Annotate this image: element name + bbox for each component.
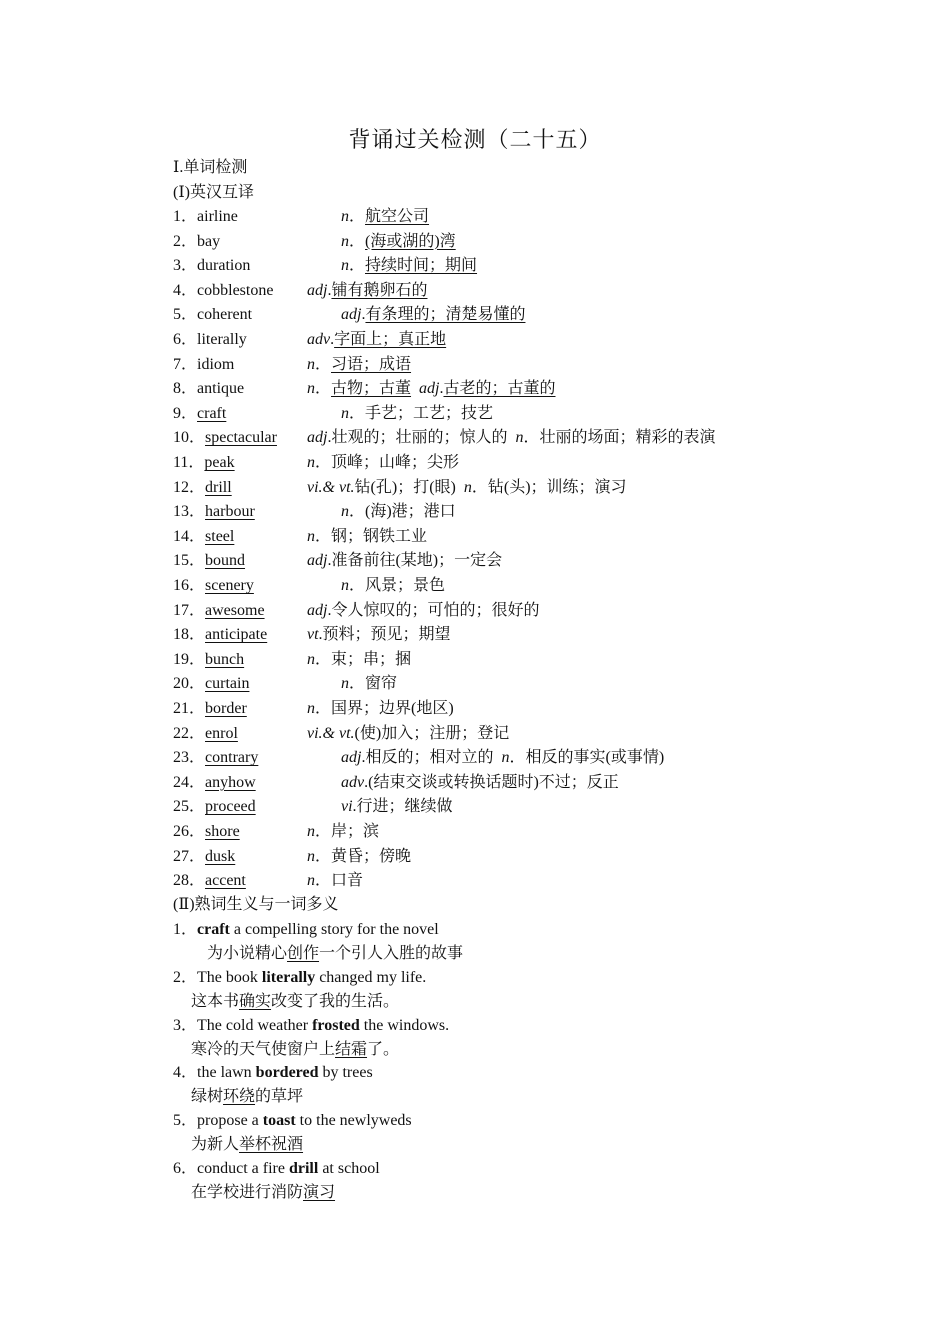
item-number: 22．: [173, 724, 206, 742]
english-word: contrary: [205, 749, 259, 767]
word-row: [173, 279, 428, 303]
key-word: frosted: [312, 1016, 360, 1034]
pos-separator: .: [361, 306, 366, 324]
pos-separator: ．: [315, 700, 332, 717]
definition: [307, 377, 556, 401]
chinese-meaning-2: 古老的；古董的: [443, 380, 556, 398]
definition: [307, 869, 363, 893]
translation-before: 绿树: [191, 1088, 224, 1106]
translation-before: 寒冷的天气使窗户上: [191, 1040, 336, 1058]
part-of-speech: n: [307, 823, 315, 840]
key-word: toast: [262, 1112, 296, 1130]
pos-separator: .: [327, 552, 332, 570]
english-word: craft: [197, 404, 227, 422]
item-number: 2．: [173, 232, 198, 250]
key-word: literally: [261, 968, 316, 986]
chinese-meaning: 航空公司: [365, 208, 430, 225]
part-of-speech: n: [307, 847, 315, 865]
definition: [341, 746, 664, 770]
translation-answer: 举杯祝酒: [239, 1136, 304, 1154]
part-of-speech: n: [341, 232, 349, 250]
chinese-meaning: 窗帘: [365, 675, 398, 693]
part-of-speech: n: [307, 527, 315, 545]
word-row: [173, 377, 556, 401]
word-row: [173, 648, 412, 672]
word-row: [173, 549, 503, 573]
word-row: [173, 746, 665, 770]
chinese-meaning-2: 相反的事实(或事情): [525, 749, 665, 767]
word-row: [173, 303, 526, 327]
word-row: [173, 869, 364, 893]
definition: [341, 500, 456, 524]
english-word: literally: [197, 331, 247, 348]
chinese-meaning: 顶峰；山峰；尖形: [331, 454, 460, 471]
translation-row: [191, 1085, 303, 1109]
pos-separator: .: [352, 798, 357, 816]
pos-separator: ．: [349, 675, 366, 693]
part-of-speech: n: [307, 380, 315, 398]
pos-separator-2: ．: [471, 478, 488, 496]
part-of-speech-2: n: [501, 749, 510, 767]
word-row: [173, 771, 619, 795]
pos-separator: ．: [349, 208, 366, 225]
translation-after: 一个引人入胜的故事: [319, 945, 464, 962]
english-word: anticipate: [205, 626, 268, 644]
english-word: bay: [197, 232, 221, 250]
english-word: border: [205, 700, 247, 717]
translation-answer: 创作: [287, 945, 320, 962]
item-number: 4．: [173, 1064, 198, 1082]
chinese-meaning: 口音: [331, 872, 364, 890]
chinese-meaning: 黄昏；傍晚: [331, 847, 412, 865]
english-word: scenery: [205, 577, 254, 594]
phrase-after: at school: [318, 1160, 380, 1177]
definition: [307, 697, 454, 721]
item-number: 1．: [173, 921, 198, 938]
english-word: proceed: [205, 798, 256, 816]
definition: [341, 402, 493, 426]
item-number: 23．: [173, 749, 206, 767]
item-number: 16．: [173, 577, 206, 594]
chinese-meaning: 钢；钢铁工业: [331, 527, 428, 545]
item-number: 27．: [173, 847, 206, 865]
pos-separator: ．: [349, 257, 366, 275]
phrase-before: The book: [197, 968, 262, 986]
part-of-speech: vi: [341, 798, 353, 816]
english-word: airline: [197, 208, 238, 225]
word-row: [173, 451, 460, 475]
word-row: [173, 672, 398, 696]
part-of-speech: adj: [307, 601, 328, 619]
part-of-speech: n: [341, 257, 349, 275]
translation-answer: 演习: [303, 1184, 336, 1201]
english-word: enrol: [205, 724, 238, 742]
chinese-meaning: 有条理的；清楚易懂的: [365, 306, 526, 324]
pos-separator: ．: [315, 650, 332, 668]
phrase-before: propose a: [197, 1112, 263, 1130]
item-number: 5．: [173, 1112, 198, 1130]
chinese-meaning: 相反的；相对立的: [365, 749, 494, 767]
chinese-meaning: 古物；古董: [331, 380, 412, 398]
chinese-meaning: (海或湖的)湾: [365, 232, 456, 250]
translation-before: 为新人: [191, 1136, 240, 1154]
definition: [341, 254, 477, 278]
translation-row: [191, 1181, 335, 1205]
section-heading: Ⅰ.单词检测: [173, 159, 248, 176]
item-number: 11．: [173, 454, 205, 471]
english-word: peak: [204, 454, 235, 471]
definition: [341, 795, 453, 819]
translation-before: 在学校进行消防: [191, 1184, 304, 1201]
definition: [307, 722, 509, 746]
item-number: 24．: [173, 773, 206, 791]
phrase-row: [173, 966, 426, 990]
definition: [307, 328, 446, 352]
translation-row: [191, 1133, 303, 1157]
translation-row: [191, 1038, 399, 1062]
english-word: awesome: [205, 601, 265, 619]
word-row: [173, 525, 428, 549]
part-of-speech-2: adj: [419, 380, 440, 398]
chinese-meaning: 持续时间；期间: [365, 257, 478, 275]
word-row: [173, 500, 456, 524]
english-word: anyhow: [205, 773, 256, 791]
pos-separator: ．: [349, 232, 366, 250]
part-of-speech: adj: [341, 306, 362, 324]
part-of-speech-2: n: [463, 478, 472, 496]
definition: [341, 672, 397, 696]
pos-separator: ．: [315, 527, 332, 545]
item-number: 15．: [173, 552, 206, 570]
english-word: dusk: [205, 847, 236, 865]
definition: [341, 303, 525, 327]
pos-separator: ．: [349, 577, 366, 594]
item-number: 18．: [173, 626, 206, 644]
item-number: 12．: [173, 478, 206, 496]
translation-before: 为小说精心: [207, 945, 288, 962]
word-row: [173, 845, 412, 869]
part-of-speech: n: [307, 454, 315, 471]
phrase-row: [173, 1061, 373, 1085]
chinese-meaning: (使)加入；注册；登记: [354, 724, 510, 742]
item-number: 3．: [173, 1016, 198, 1034]
subsection-heading: (Ⅰ)英汉互译: [173, 184, 254, 201]
phrase-before: The cold weather: [197, 1016, 313, 1034]
definition: [341, 230, 456, 254]
pos-separator: ．: [315, 454, 332, 471]
key-word: bordered: [255, 1064, 319, 1082]
chinese-meaning-2: 钻(头)；训练；演习: [487, 478, 627, 496]
translation-row: [207, 942, 463, 966]
definition: [307, 599, 539, 623]
word-row: [173, 795, 453, 819]
chinese-meaning: 岸；滨: [331, 823, 380, 840]
translation-answer: 环绕: [223, 1088, 256, 1106]
chinese-meaning: (海)港；港口: [365, 503, 456, 521]
item-number: 17．: [173, 601, 206, 619]
pos-separator-2: .: [439, 380, 444, 398]
english-word: steel: [205, 527, 235, 545]
phrase-after: changed my life.: [315, 968, 427, 986]
phrase-after: to the newlyweds: [295, 1112, 412, 1130]
word-row: [173, 574, 446, 598]
part-of-speech: vi.& vt.: [307, 724, 355, 742]
item-number: 2．: [173, 968, 198, 986]
chinese-meaning-2: 壮丽的场面；精彩的表演: [539, 429, 716, 447]
pos-separator: ．: [315, 355, 332, 373]
item-number: 13．: [173, 503, 206, 521]
translation-answer: 结霜: [335, 1040, 368, 1058]
part-of-speech: n: [341, 675, 349, 693]
phrase-after: the windows.: [359, 1016, 450, 1034]
pos-separator: .: [327, 601, 332, 619]
part-of-speech: vt: [307, 626, 319, 644]
pos-separator-2: ．: [509, 749, 526, 767]
word-row: [173, 328, 447, 352]
pos-separator-2: ．: [523, 429, 540, 447]
chinese-meaning: 壮观的；壮丽的；惊人的: [331, 429, 508, 447]
pos-separator: .: [318, 626, 323, 644]
word-row: [173, 402, 494, 426]
key-word: craft: [197, 921, 230, 938]
part-of-speech: adj: [341, 749, 362, 767]
part-of-speech: n: [341, 208, 349, 225]
english-word: coherent: [197, 306, 253, 324]
definition: [307, 525, 427, 549]
item-number: 9．: [173, 404, 198, 422]
definition: [307, 426, 716, 450]
english-word: bunch: [205, 650, 245, 668]
chinese-meaning: 风景；景色: [365, 577, 446, 594]
chinese-meaning: 预料；预见；期望: [322, 626, 451, 644]
chinese-meaning: (结束交谈或转换话题时)不过；反正: [368, 773, 619, 791]
part-of-speech: n: [307, 700, 315, 717]
definition: [307, 279, 427, 303]
chinese-meaning: 准备前往(某地)；一定会: [331, 552, 503, 570]
item-number: 6．: [173, 1160, 198, 1177]
pos-separator: .: [327, 281, 332, 299]
chinese-meaning: 手艺；工艺；技艺: [365, 404, 494, 422]
spacer: [456, 479, 464, 496]
english-word: cobblestone: [197, 281, 274, 299]
english-word: bound: [205, 552, 246, 570]
part-of-speech: n: [341, 503, 349, 521]
part-of-speech-2: n: [515, 429, 524, 447]
phrase-row: [173, 1109, 412, 1133]
word-row: [173, 820, 380, 844]
definition: [307, 353, 411, 377]
chinese-meaning: 行进；继续做: [356, 798, 453, 816]
item-number: 7．: [173, 355, 198, 373]
definition: [307, 451, 459, 475]
part-of-speech: adv: [307, 331, 331, 348]
phrase-row: [173, 1157, 380, 1181]
translation-answer: 确实: [239, 992, 272, 1010]
item-number: 21．: [173, 700, 206, 717]
definition: [307, 845, 411, 869]
pos-separator: ．: [315, 823, 332, 840]
phrase-after: by trees: [318, 1064, 373, 1082]
part-of-speech: adv: [341, 773, 365, 791]
phrase-before: the lawn: [197, 1064, 256, 1082]
item-number: 6．: [173, 331, 198, 348]
part-of-speech: vi.& vt.: [307, 478, 355, 496]
english-word: drill: [205, 478, 232, 496]
pos-separator: ．: [315, 872, 332, 890]
pos-separator: .: [364, 773, 369, 791]
part-of-speech: adj: [307, 429, 328, 447]
item-number: 4．: [173, 281, 198, 299]
definition: [307, 549, 502, 573]
definition: [307, 820, 379, 844]
chinese-meaning: 习语；成语: [331, 355, 412, 373]
word-row: [173, 599, 540, 623]
pos-separator: .: [327, 429, 332, 447]
item-number: 25．: [173, 798, 206, 816]
pos-separator: .: [361, 749, 366, 767]
pos-separator: .: [330, 331, 335, 348]
item-number: 8．: [173, 380, 198, 398]
part-of-speech: n: [307, 872, 315, 890]
item-number: 10．: [173, 429, 206, 447]
english-word: shore: [205, 823, 240, 840]
english-word: idiom: [197, 355, 235, 373]
phrase-row: [173, 1014, 449, 1038]
word-row: [173, 722, 510, 746]
word-row: [173, 254, 478, 278]
english-word: curtain: [205, 675, 250, 693]
spacer: [411, 380, 419, 397]
page-title: 背诵过关检测（二十五）: [348, 127, 602, 152]
item-number: 20．: [173, 675, 206, 693]
item-number: 1．: [173, 208, 198, 225]
chinese-meaning: 钻(孔)；打(眼): [354, 478, 456, 496]
translation-after: 改变了我的生活。: [271, 992, 400, 1010]
key-word: drill: [288, 1160, 319, 1177]
definition: [307, 648, 411, 672]
item-number: 5．: [173, 306, 198, 324]
pos-separator: ．: [315, 847, 332, 865]
part-of-speech: n: [307, 355, 315, 373]
item-number: 26．: [173, 823, 206, 840]
english-word: accent: [205, 872, 246, 890]
part-of-speech: adj: [307, 552, 328, 570]
chinese-meaning: 国界；边界(地区): [331, 700, 454, 717]
item-number: 19．: [173, 650, 206, 668]
english-word: spectacular: [205, 429, 277, 447]
phrase-before: conduct a fire: [197, 1160, 289, 1177]
translation-after: 了。: [367, 1040, 400, 1058]
pos-separator: ．: [349, 404, 366, 422]
translation-after: 的草坪: [255, 1088, 304, 1106]
english-word: harbour: [205, 503, 255, 521]
word-row: [173, 623, 451, 647]
phrase-row: [173, 918, 439, 942]
pos-separator: ．: [349, 503, 366, 521]
part-of-speech: adj: [307, 281, 328, 299]
item-number: 3．: [173, 257, 198, 275]
word-row: [173, 697, 454, 721]
word-row: [173, 205, 430, 229]
english-word: duration: [197, 257, 251, 275]
phrase-after: a compelling story for the novel: [229, 921, 439, 938]
definition: [341, 205, 429, 229]
part-of-speech: n: [341, 404, 349, 422]
word-row: [173, 426, 716, 450]
chinese-meaning: 束；串；捆: [331, 650, 412, 668]
definition: [307, 623, 451, 647]
item-number: 14．: [173, 527, 206, 545]
part-of-speech: n: [341, 577, 349, 594]
chinese-meaning: 字面上；真正地: [334, 331, 447, 348]
definition: [307, 476, 627, 500]
item-number: 28．: [173, 872, 206, 890]
word-row: [173, 230, 456, 254]
english-word: antique: [197, 380, 245, 398]
subsection-heading-2: (Ⅱ)熟词生义与一词多义: [173, 896, 339, 913]
pos-separator: ．: [315, 380, 332, 398]
word-row: [173, 353, 412, 377]
definition: [341, 574, 445, 598]
word-row: [173, 476, 627, 500]
part-of-speech: n: [307, 650, 315, 668]
chinese-meaning: 铺有鹅卵石的: [331, 281, 428, 299]
translation-before: 这本书: [191, 992, 240, 1010]
chinese-meaning: 令人惊叹的；可怕的；很好的: [331, 601, 540, 619]
translation-row: [191, 990, 399, 1014]
definition: [341, 771, 619, 795]
